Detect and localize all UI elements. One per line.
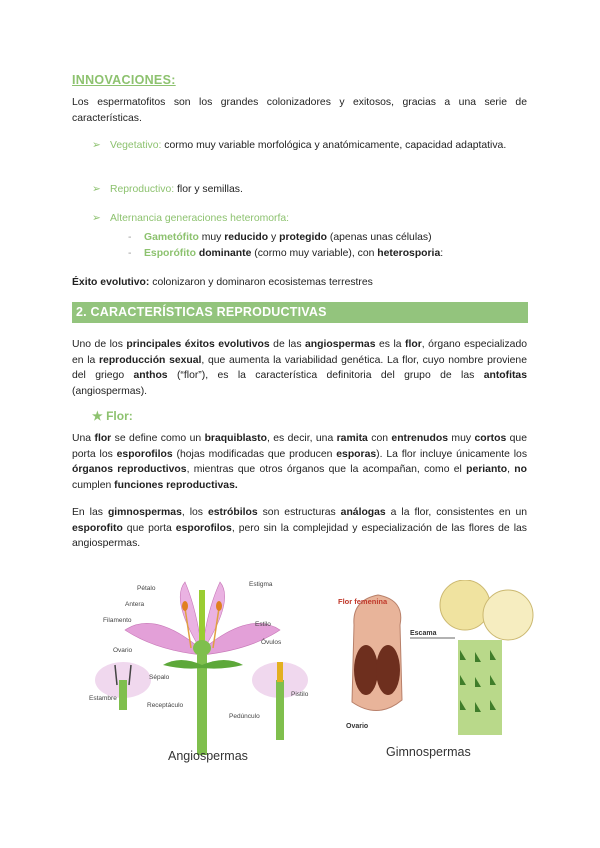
innovaciones-heading: INNOVACIONES: (72, 73, 176, 87)
subitem-bold: dominante (198, 248, 252, 259)
label-filamento: Filamento (103, 617, 132, 624)
label-escama: Escama (410, 630, 437, 637)
bullet-label: Vegetativo: (110, 140, 162, 151)
anther-2 (216, 601, 222, 611)
exito-text: colonizaron y dominaron ecosistemas terrestres (149, 277, 373, 288)
section-heading: 2. CARACTERÍSTICAS REPRODUCTIVAS (76, 305, 327, 319)
arrow-bullet-icon: ➢ (92, 140, 101, 151)
subitem-bold: reducido (224, 232, 269, 243)
bullet-text: cormo muy variable morfológica y anatómicamente, capacidad adaptativa. (161, 140, 507, 151)
subitem-text: : (440, 248, 444, 259)
bullet-reproductivo (92, 182, 527, 198)
stem-shape (197, 655, 207, 755)
subitem-label: Esporófito (144, 248, 196, 259)
label-flor-femenina: Flor femenina (338, 597, 388, 606)
pollen-sac-right (483, 590, 533, 640)
arrow-bullet-icon: ➢ (92, 213, 101, 224)
flor-subheading: ★ Flor: (92, 409, 133, 423)
ovary-shape (193, 640, 211, 656)
anther-1 (182, 601, 188, 611)
sepal-leaf-right (202, 660, 243, 669)
label-ovario-gimno: Ovario (346, 723, 369, 730)
subitem-text: (apenas unas células) (327, 232, 432, 243)
paragraph-gimnospermas: En las gimnospermas, los estróbilos son estructuras análogas a la flor, consistentes en un esporofito que porta esporofilos, pero sin la complejidad y especialización de las flores de las angiospermas. (72, 507, 528, 550)
label-sepalo: Sépalo (149, 674, 170, 681)
label-pistilo: Pistilo (291, 691, 309, 698)
cone-axis (458, 640, 502, 735)
dash-bullet-icon: - (128, 248, 132, 259)
bullet-text: flor y semillas. (174, 184, 243, 195)
label-estilo: Estilo (255, 621, 271, 628)
exito-line (72, 275, 527, 291)
subitem-bold: heterosporia (377, 248, 441, 259)
caption-angiospermas: Angiospermas (168, 749, 248, 763)
label-estigma: Estigma (249, 581, 273, 588)
dash-bullet-icon: - (128, 232, 132, 243)
subitem-esporofito (128, 246, 443, 262)
label-ovulos: Óvulos (261, 639, 282, 646)
small-flower-left (95, 662, 151, 710)
exito-label: Éxito evolutivo: (72, 277, 150, 288)
intro-paragraph: Los espermatofitos son los grandes colonizadores y exitosos, gracias a una serie de características. (72, 97, 527, 124)
ovule-left (354, 645, 378, 695)
bullet-vegetativo (92, 138, 527, 154)
label-receptaculo: Receptáculo (147, 702, 184, 709)
subitem-bold: protegido (279, 232, 328, 243)
gymnosperm-cone-diagram (330, 580, 535, 770)
subitem-text: muy (198, 232, 225, 243)
pollen-sac-left (440, 580, 490, 630)
label-ovario: Ovario (113, 647, 133, 654)
angiosperm-flower-diagram (85, 570, 330, 770)
paragraph-angiospermas: Uno de los principales éxitos evolutivos de las angiospermas es la flor, órgano especializado en la reproducción sexual, que aumenta la variabilidad genética. La flor, cuyo nombre proviene del griego anthos (“flor”), es la característica definitoria del grupo de las antofitas (angiospermas). (72, 339, 527, 397)
section-heading-band (72, 302, 528, 323)
subitem-label: Gametófito (144, 232, 199, 243)
subitem-text: (cormo muy variable), con (251, 248, 378, 259)
arrow-bullet-icon: ➢ (92, 184, 101, 195)
label-estambre: Estambre (89, 695, 117, 702)
caption-gimnospermas: Gimnospermas (386, 745, 471, 759)
sepal-leaf-left (163, 660, 202, 669)
subitem-text: y (268, 232, 280, 243)
paragraph-flor: Una flor se define como un braquiblasto, es decir, una ramita con entrenudos muy cortos que porta los esporofilos (hojas modificadas que producen esporas). La flor incluye únicamente los órganos reproductivos, mientras que otros órganos que la acompañan, como el perianto, no cumplen funciones reproductivas. (72, 433, 528, 491)
subitem-gametofito (128, 230, 432, 246)
label-antera: Antera (125, 601, 145, 608)
bullet-label: Reproductivo: (110, 184, 175, 195)
small-flower-right (252, 662, 308, 740)
ovule-right (376, 645, 400, 695)
label-pedunculo: Pedúnculo (229, 713, 260, 720)
label-petalo: Pétalo (137, 585, 156, 592)
bullet-label: Alternancia generaciones heteromorfa: (110, 213, 290, 224)
bullet-alternancia (92, 211, 527, 227)
